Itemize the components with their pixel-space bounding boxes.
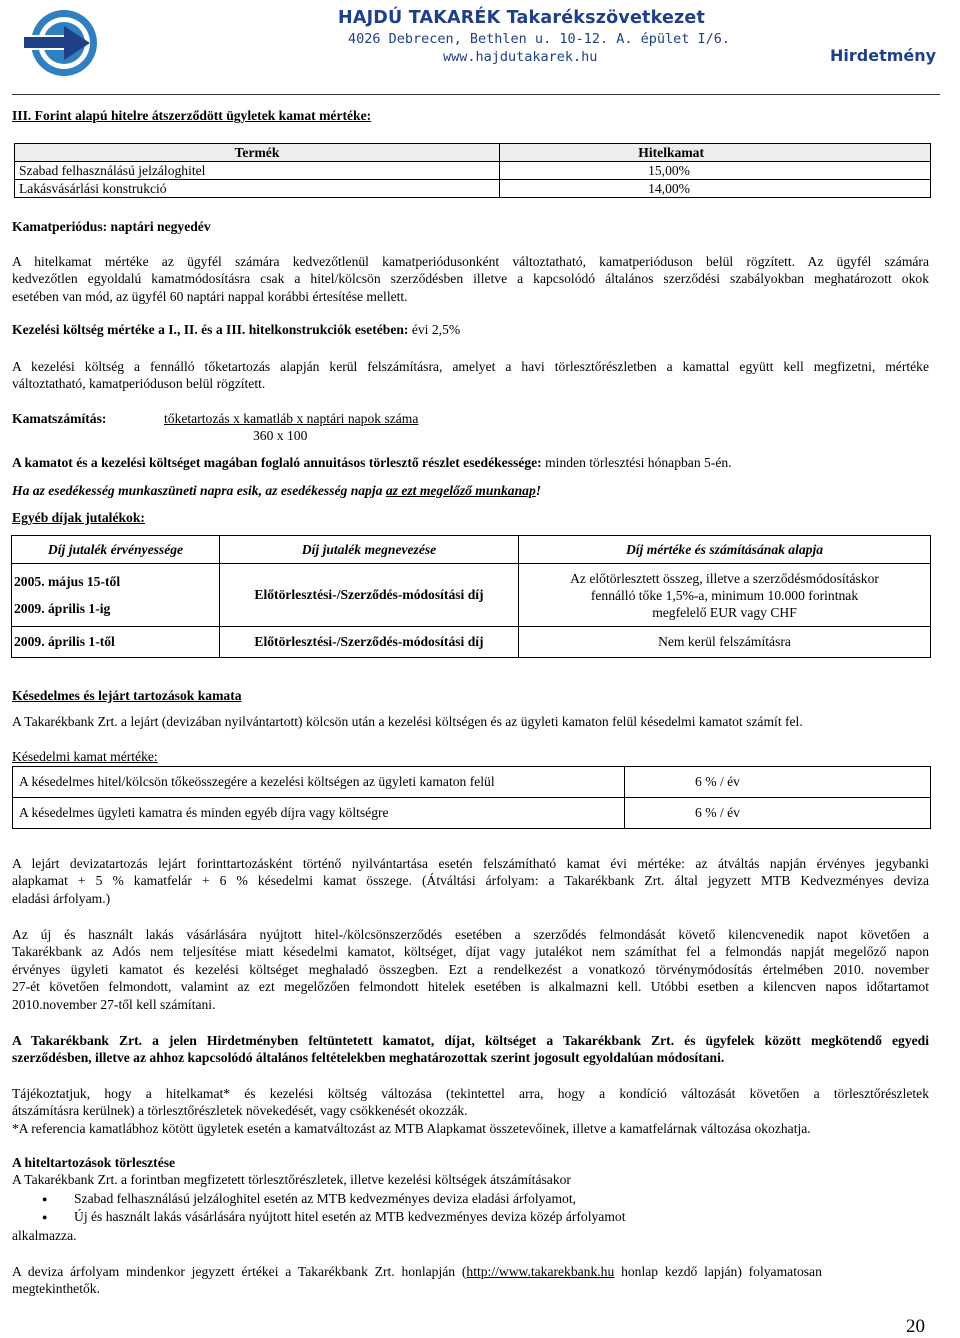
- header-cell: Díj jutalék megnevezése: [220, 536, 519, 564]
- late-rate-title: Késedelmi kamat mértéke:: [12, 749, 158, 764]
- header-cell: Díj jutalék érvényessége: [12, 536, 220, 564]
- text-line: kedvezőtlen egyoldalú kamatmódosításra csak a hitel/kölcsön szerződésben illetve a kapcsolódó általános szerződési szabályokban meghatározott okok: [12, 271, 929, 287]
- table-row: [12, 564, 931, 627]
- interest-table: [14, 143, 931, 198]
- table-cell: [519, 564, 931, 627]
- text-line: Az új és használt lakás vásárlására nyújtott hitel-/kölcsönszerződés esetében a szerződés felmondását követő kilencvenedik napot követően a: [12, 927, 929, 942]
- text-line: [12, 1263, 929, 1280]
- text-line: Az előtörlesztett összeg, illetve a szerződésmódosításkor: [570, 570, 879, 586]
- company-address: 4026 Debrecen, Bethlen u. 10-12. A. épület I/6.: [348, 31, 731, 47]
- text-line: 27-ét követően felmondott, valamint az ezt megelőzően felmondott hitelek esetében is alkalmazni kell. Utóbbi esetben a kilencven napos időtartamot: [12, 979, 929, 995]
- table-row: [13, 767, 931, 798]
- text-span: honlap kezdő lapján) folyamatosan: [614, 1264, 822, 1279]
- table-cell: A késedelmes hitel/kölcsön tőkeösszegére a kezelési költségen az ügyleti kamaton felül: [13, 767, 625, 798]
- text-line: 2010.november 27-től kell számítani.: [12, 996, 216, 1012]
- info-paragraph: [12, 1085, 929, 1137]
- due-line: [12, 455, 732, 471]
- modification-rights: [12, 1032, 929, 1067]
- table-cell: 14,00%: [500, 180, 931, 198]
- text-line: megtekinthetők.: [12, 1281, 100, 1297]
- page-number: 20: [906, 1316, 925, 1337]
- holiday-end: !: [535, 483, 542, 498]
- text-line: megfelelő EUR vagy CHF: [652, 604, 797, 620]
- takarekbank-link[interactable]: http://www.takarekbank.hu: [466, 1264, 615, 1279]
- text-line: szerződésben, illetve az ahhoz kapcsolódó általános feltételekben meghatározottak szerint jogosult egyoldalúan módosítani.: [12, 1050, 725, 1066]
- text-line: A lejárt devizatartozás lejárt forinttartozásként történő nyilvántartása esetén felszámítható kamat évi mértéke: az átváltás napján érvényes jegybanki: [12, 856, 929, 871]
- header-cell: Hitelkamat: [500, 144, 931, 162]
- fees-title: Egyéb díjak jutalékok:: [12, 510, 145, 525]
- validity-to: 2009. április 1-ig: [14, 601, 111, 616]
- holiday-note: [12, 483, 541, 499]
- text-line: Takarékbank az Adós nem teljesítése miatt késedelmi kamatot, költséget, díjat vagy jutalékot nem számíthat fel a felmondás napját megelőző napon: [12, 944, 929, 960]
- due-label: A kamatot és a kezelési költséget magában foglaló annuitásos törlesztő részlet esedékessége:: [12, 455, 542, 470]
- text-line: alapkamat + 5 % kamatfelár + 6 % késedelmi kamat összege. (Átváltási árfolyam: a Takarékbank Zrt. által jegyzett MTB Kedvezményes deviza: [12, 873, 929, 889]
- text-span: A deviza árfolyam mindenkor jegyzett értékei a Takarékbank Zrt. honlapján (: [12, 1264, 467, 1279]
- late-paragraph: A Takarékbank Zrt. a lejárt (devizában nyilvántartott) kölcsön után a kezelési költségen és az ügyleti kamaton felül késedelmi kamatot számít fel.: [12, 714, 803, 729]
- table-cell: Szabad felhasználású jelzáloghitel: [15, 162, 500, 180]
- list-item: ● Új és használt lakás vásárlására nyújtott hitel esetén az MTB kedvezményes deviza közép árfolyamot: [12, 1208, 625, 1226]
- late-rate-table: [12, 766, 931, 829]
- interest-period: Kamatperiódus: naptári negyedév: [12, 219, 211, 234]
- table-cell: [12, 564, 220, 627]
- text-line: A hitelkamat mértéke az ügyfél számára kedvezőtlenül kamatperiódusonként változtatható, kamatperióduson belül rögzített. Az ügyfél számára: [12, 254, 929, 269]
- arrow-circle-logo-icon: [20, 6, 106, 80]
- text-line: változtatható, kamatperióduson belül rögzített.: [12, 376, 266, 392]
- table-row: [13, 798, 931, 829]
- holiday-text: Ha az esedékesség munkaszüneti napra esik, az esedékesség napja: [12, 483, 386, 498]
- table-header-row: [12, 536, 931, 564]
- handling-cost-label: Kezelési költség mértéke a I., II. és a III. hitelkonstrukciók esetében:: [12, 322, 409, 337]
- fx-late-paragraph: [12, 855, 929, 907]
- repayment-intro: A Takarékbank Zrt. a forintban megfizetett törlesztőrészletek, illetve kezelési költségek átszámításakor: [12, 1172, 571, 1187]
- formula-denominator: 360 x 100: [253, 428, 308, 443]
- list-item: ● Szabad felhasználású jelzáloghitel esetén az MTB kedvezményes deviza eladási árfolyamot,: [12, 1190, 625, 1208]
- repayment-title: A hiteltartozások törlesztése: [12, 1155, 176, 1170]
- due-value: minden törlesztési hónapban 5-én.: [541, 455, 732, 470]
- repayment-list: [12, 1190, 625, 1226]
- section-title: III. Forint alapú hitelre átszerződött ügyletek kamat mértéke:: [12, 108, 372, 123]
- holiday-emphasis: az ezt megelőző munkanap: [385, 483, 536, 498]
- table-cell: Nem kerül felszámításra: [519, 627, 931, 658]
- table-header-row: [15, 144, 931, 162]
- text-line: fennálló tőke 1,5%-a, minimum 10.000 forintnak: [590, 587, 859, 603]
- table-cell: Előtörlesztési-/Szerződés-módosítási díj: [220, 564, 519, 627]
- handling-paragraph: [12, 358, 929, 393]
- table-row: [15, 162, 931, 180]
- text-line: A Takarékbank Zrt. a jelen Hirdetményben feltüntetett kamatot, díjat, költséget a Takarékbank Zrt. és ügyfelek között megkötendő egyedi: [12, 1033, 929, 1048]
- table-row: [15, 180, 931, 198]
- header-divider: [12, 94, 940, 95]
- text-line: esetében van mód, az ügyfél 60 naptári nappal korábbi értesítése mellett.: [12, 288, 408, 304]
- text-line: érvényes ügyleti kamatot és kezelési költséget meghaladó összegben. Ezt a rendelkezést a vonatkozó törvénymódosítás értelmében 2010. november: [12, 961, 929, 977]
- handling-cost: [12, 322, 460, 338]
- text-line: A kezelési költség a fennálló tőketartozás alapján kerül felszámításra, amelyet a havi törlesztőrészletben a kamattal együtt kell megfizetni, mértéke: [12, 359, 929, 374]
- housing-loan-paragraph: [12, 926, 929, 1013]
- text-line: átszámításra kerülnek) a törlesztőrészletek növekedését, vagy csökkenését okozzák.: [12, 1103, 468, 1119]
- repayment-outro: alkalmazza.: [12, 1228, 77, 1243]
- interest-calc-label: Kamatszámítás:: [12, 411, 107, 426]
- header-cell: Díj mértéke és számításának alapja: [519, 536, 931, 564]
- table-cell: A késedelmes ügyleti kamatra és minden egyéb díjra vagy költségre: [13, 798, 625, 829]
- interest-paragraph: [12, 253, 929, 305]
- company-name: HAJDÚ TAKARÉK Takarékszövetkezet: [338, 8, 706, 28]
- table-cell: Előtörlesztési-/Szerződés-módosítási díj: [220, 627, 519, 658]
- fees-table: [11, 535, 931, 658]
- text-line: eladási árfolyam.): [12, 890, 111, 906]
- text-line: *A referencia kamatlábhoz kötött ügyletek esetén a kamatváltozást az MTB Alapkamat összetevőinek, illetve a kamatfelárnak változása okozhatja.: [12, 1120, 811, 1136]
- handling-cost-value: évi 2,5%: [408, 322, 461, 337]
- validity-from: 2005. május 15-től: [14, 574, 121, 589]
- company-website: www.hajdutakarek.hu: [443, 49, 598, 65]
- header-cell: Termék: [15, 144, 500, 162]
- table-cell: 15,00%: [500, 162, 931, 180]
- late-title: Késedelmes és lejárt tartozások kamata: [12, 688, 242, 703]
- document-type: Hirdetmény: [830, 46, 937, 65]
- formula-numerator: tőketartozás x kamatláb x naptári napok száma: [164, 411, 419, 426]
- table-cell: 6 % / év: [625, 798, 931, 829]
- table-cell: 6 % / év: [625, 767, 931, 798]
- table-cell: 2009. április 1-től: [12, 627, 220, 658]
- table-cell: Lakásvásárlási konstrukció: [15, 180, 500, 198]
- text-line: Tájékoztatjuk, hogy a hitelkamat* és kezelési költség változása (tekintettel arra, hogy a kondíció változását követően a törlesztőrészletek: [12, 1086, 929, 1101]
- table-row: [12, 627, 931, 658]
- fx-rate-paragraph: [12, 1263, 929, 1298]
